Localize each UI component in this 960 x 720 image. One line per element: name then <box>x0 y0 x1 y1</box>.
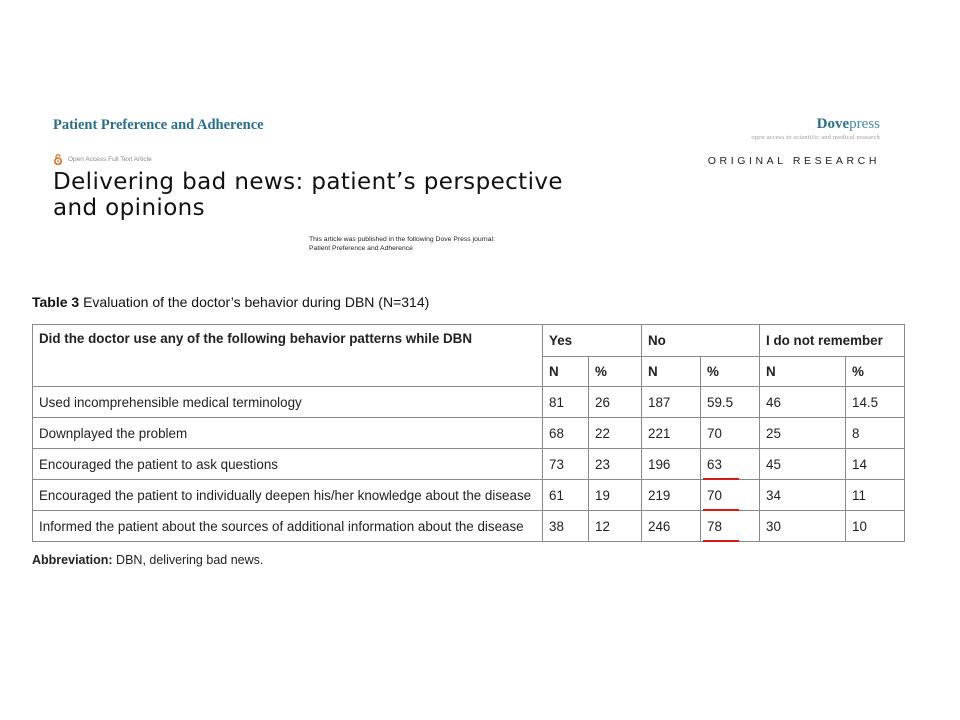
cell-no-pct-highlighted <box>701 511 760 542</box>
cell-yes-pct: 22 <box>589 418 642 449</box>
table-row <box>33 511 905 542</box>
cell-dnr-pct: 14.5 <box>846 387 905 418</box>
cell-no-n: 221 <box>642 418 701 449</box>
cell-dnr-n: 46 <box>760 387 846 418</box>
article-title-line-1: Delivering bad news: patient’s perspective <box>53 169 563 195</box>
cell-no-n: 196 <box>642 449 701 480</box>
row-label: Encouraged the patient to individually deepen his/her knowledge about the disease <box>33 480 543 511</box>
table-row <box>33 480 905 511</box>
article-title <box>53 169 773 221</box>
cell-dnr-n: 25 <box>760 418 846 449</box>
cell-no-pct-highlighted <box>701 480 760 511</box>
cell-yes-pct: 23 <box>589 449 642 480</box>
cell-yes-pct: 12 <box>589 511 642 542</box>
table-abbreviation <box>32 553 263 567</box>
cell-yes-pct: 26 <box>589 387 642 418</box>
header-question: Did the doctor use any of the following behavior patterns while DBN <box>33 325 543 387</box>
cell-yes-n: 38 <box>543 511 589 542</box>
cell-yes-n: 73 <box>543 449 589 480</box>
header-group-yes: Yes <box>543 325 642 357</box>
article-title-line-2: and opinions <box>53 195 206 221</box>
cell-no-n: 187 <box>642 387 701 418</box>
cell-dnr-n: 45 <box>760 449 846 480</box>
highlighted-value <box>707 488 722 503</box>
publisher-logo <box>817 116 880 133</box>
highlighted-value-text: 63 <box>707 456 722 472</box>
cell-dnr-pct: 11 <box>846 480 905 511</box>
table-header-row <box>33 325 905 357</box>
published-note-line-2: Patient Preference and Adherence <box>309 244 413 252</box>
cell-dnr-pct: 10 <box>846 511 905 542</box>
row-label: Encouraged the patient to ask questions <box>33 449 543 480</box>
subheader-no-n: N <box>642 357 701 387</box>
header-group-no: No <box>642 325 760 357</box>
red-underline-mark <box>703 509 739 511</box>
table-caption-text: Evaluation of the doctor’s behavior during DBN (N=314) <box>83 294 430 310</box>
cell-yes-n: 61 <box>543 480 589 511</box>
cell-dnr-n: 30 <box>760 511 846 542</box>
publisher-brand-suffix: press <box>849 116 880 132</box>
cell-no-pct: 59.5 <box>701 387 760 418</box>
article-type: ORIGINAL RESEARCH <box>707 155 880 167</box>
cell-no-pct-highlighted <box>701 449 760 480</box>
cell-yes-n: 81 <box>543 387 589 418</box>
cell-yes-pct: 19 <box>589 480 642 511</box>
open-access-label: Open Access Full Text Article <box>68 156 152 163</box>
row-label: Used incomprehensible medical terminology <box>33 387 543 418</box>
cell-dnr-n: 34 <box>760 480 846 511</box>
open-access-row <box>53 154 152 165</box>
cell-no-n: 219 <box>642 480 701 511</box>
abbreviation-text: DBN, delivering bad news. <box>116 553 264 567</box>
cell-yes-n: 68 <box>543 418 589 449</box>
header-group-not-remember: I do not remember <box>760 325 905 357</box>
journal-name: Patient Preference and Adherence <box>53 117 264 133</box>
table-caption-label: Table 3 <box>32 294 80 310</box>
row-label: Informed the patient about the sources of additional information about the disease <box>33 511 543 542</box>
cell-no-n: 246 <box>642 511 701 542</box>
cell-dnr-pct: 14 <box>846 449 905 480</box>
publisher-brand: Dove <box>816 116 850 132</box>
subheader-yes-n: N <box>543 357 589 387</box>
table-row <box>33 449 905 480</box>
red-underline-mark <box>703 540 739 542</box>
cell-no-pct: 70 <box>701 418 760 449</box>
table-row <box>33 387 905 418</box>
behavior-table <box>32 324 905 542</box>
subheader-dnr-pct: % <box>846 357 905 387</box>
table-caption <box>32 294 429 310</box>
open-access-lock-icon <box>53 154 63 165</box>
red-underline-mark <box>703 478 739 480</box>
subheader-no-pct: % <box>701 357 760 387</box>
published-note-line-1: This article was published in the following Dove Press journal: <box>309 236 495 243</box>
published-note <box>309 236 495 253</box>
subheader-dnr-n: N <box>760 357 846 387</box>
highlighted-value-text: 70 <box>707 487 722 503</box>
abbreviation-label: Abbreviation: <box>32 553 113 567</box>
highlighted-value <box>707 519 722 534</box>
highlighted-value <box>707 457 722 472</box>
table-row <box>33 418 905 449</box>
row-label: Downplayed the problem <box>33 418 543 449</box>
subheader-yes-pct: % <box>589 357 642 387</box>
highlighted-value-text: 78 <box>707 518 722 534</box>
cell-dnr-pct: 8 <box>846 418 905 449</box>
publisher-tagline: open access to scientific and medical research <box>751 134 880 141</box>
